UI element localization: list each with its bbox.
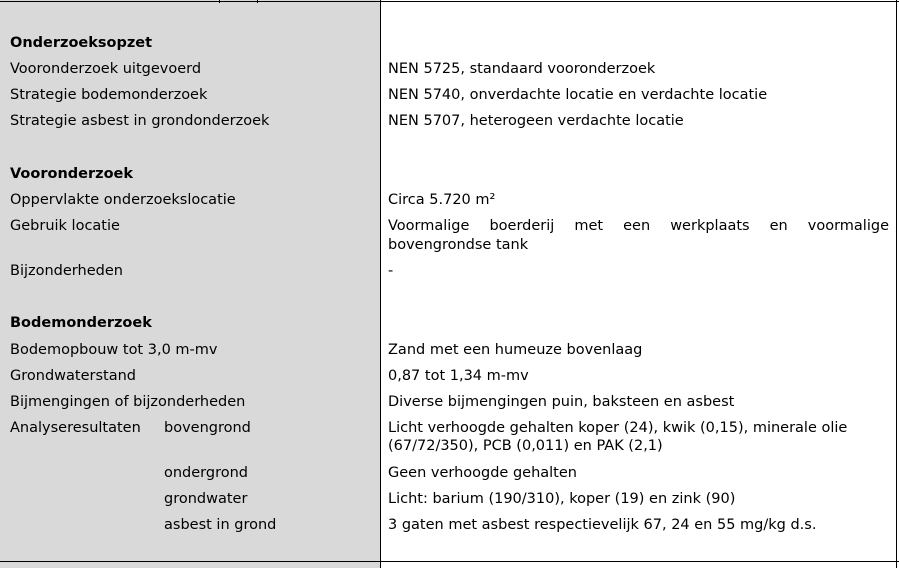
analysis-sublabel: grondwater: [164, 491, 248, 507]
row-value: Zand met een humeuze bovenlaag: [388, 342, 643, 358]
row-value: NEN 5740, onverdachte locatie en verdachte locatie: [388, 87, 768, 103]
analysis-value: 3 gaten met asbest respectievelijk 67, 24 en 55 mg/kg d.s.: [388, 517, 817, 533]
analysis-label: Analyseresultaten: [10, 420, 141, 436]
row-label: Bodemopbouw tot 3,0 m-mv: [10, 342, 218, 358]
row-label: Vooronderzoek uitgevoerd: [10, 61, 202, 77]
row-value: -: [388, 263, 394, 279]
analysis-value: Geen verhoogde gehalten: [388, 465, 577, 481]
row-label: Grondwaterstand: [10, 368, 136, 384]
table-bottom-border: [0, 561, 899, 562]
analysis-sublabel: ondergrond: [164, 465, 249, 481]
row-label: Gebruik locatie: [10, 218, 120, 234]
table-right-border: [896, 0, 897, 568]
row-value: 0,87 tot 1,34 m-mv: [388, 368, 529, 384]
section-heading-vooronderzoek: Vooronderzoek: [10, 166, 134, 182]
row-value: NEN 5707, heterogeen verdachte locatie: [388, 113, 684, 129]
row-value: NEN 5725, standaard vooronderzoek: [388, 61, 656, 77]
row-value: Diverse bijmengingen puin, baksteen en asbest: [388, 394, 735, 410]
row-value: Circa 5.720 m²: [388, 192, 496, 208]
row-label: Strategie bodemonderzoek: [10, 87, 208, 103]
analysis-sublabel: bovengrond: [164, 420, 251, 436]
analysis-value-line: Licht verhoogde gehalten koper (24), kwik (0,15), minerale olie: [388, 420, 848, 436]
top-tick: [257, 0, 258, 3]
row-label: Bijzonderheden: [10, 263, 123, 279]
analysis-sublabel: asbest in grond: [164, 517, 277, 533]
row-label: Oppervlakte onderzoekslocatie: [10, 192, 236, 208]
row-label: Bijmengingen of bijzonderheden: [10, 394, 246, 410]
row-value-line: Voormalige boerderij met een werkplaats en voormalige: [388, 218, 889, 234]
table-top-border: [0, 1, 899, 2]
row-label: Strategie asbest in grondonderzoek: [10, 113, 270, 129]
section-heading-onderzoeksopzet: Onderzoeksopzet: [10, 35, 153, 51]
top-tick: [219, 0, 220, 3]
column-divider: [380, 0, 381, 568]
analysis-value-line: (67/72/350), PCB (0,011) en PAK (2,1): [388, 438, 663, 454]
row-value-line: bovengrondse tank: [388, 237, 529, 253]
analysis-value: Licht: barium (190/310), koper (19) en zink (90): [388, 491, 736, 507]
section-heading-bodemonderzoek: Bodemonderzoek: [10, 315, 152, 331]
